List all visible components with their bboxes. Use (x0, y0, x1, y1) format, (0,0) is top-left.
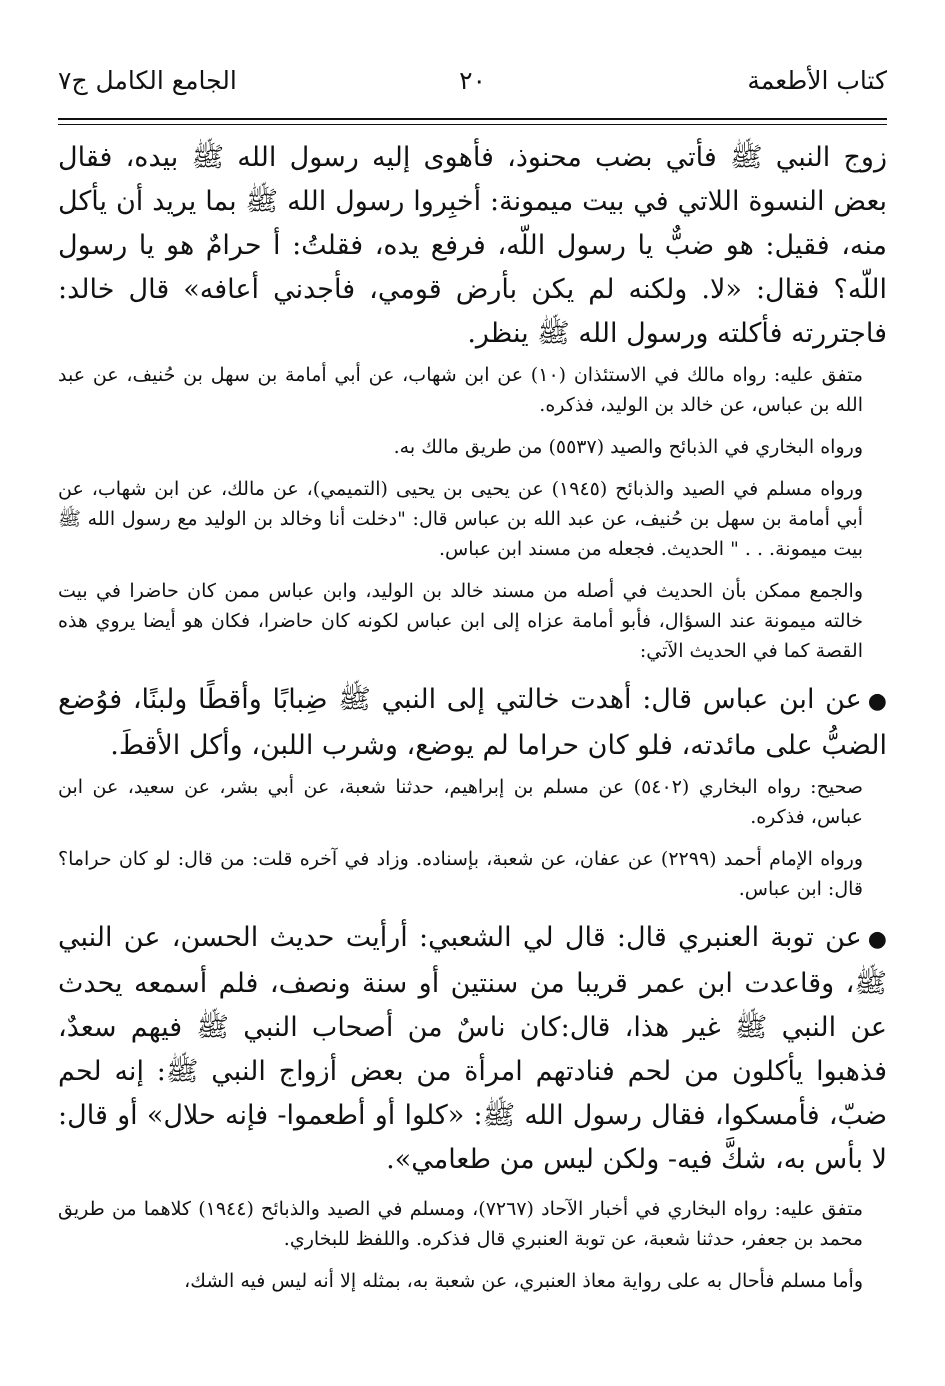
hadith-paragraph (58, 678, 887, 768)
takhrij-note: متفق عليه: رواه مالك في الاستئذان (١٠) عن ابن شهاب، عن أبي أمامة بن سهل بن حُنيف، عن عبد الله بن عباس، عن خالد بن الوليد، فذكره. (58, 364, 863, 416)
header-rule-thin (58, 124, 887, 125)
hadith-paragraph (58, 916, 887, 1182)
hadith-text: عن توبة العنبري قال: قال لي الشعبي: أرأيت حديث الحسن، عن النبي ﷺ، وقاعدت ابن عمر قريبا من سنتين أو سنة ونصف، فلم أسمعه يحدث عن النبي ﷺ غير هذا، قال:كان ناسٌ من أصحاب النبي ﷺ فيهم سعدٌ، فذهبوا يأكلون من لحم فنادتهم امرأة من بعض أزواج النبي ﷺ: إنه لحم ضبّ، فأمسكوا، فقال رسول الله ﷺ: «كلوا أو أطعموا- فإنه حلال» أو قال: لا بأس به، شكَّ فيه- ولكن ليس من طعامي». (58, 922, 887, 1175)
chapter-title: كتاب الأطعمة (747, 66, 887, 95)
bullet-marker: ● (867, 927, 887, 952)
page-body (58, 136, 887, 1296)
takhrij-note: ورواه البخاري في الذبائح والصيد (٥٥٣٧) من طريق مالك به. (393, 436, 863, 458)
takhrij-note: ورواه مسلم في الصيد والذبائح (١٩٤٥) عن يحيى بن يحيى (التميمي)، عن مالك، عن ابن شهاب، عن أبي أمامة بن سهل بن حُنيف، عن عبد الله بن عباس قال: "دخلت أنا وخالد بن الوليد مع رسول الله ﷺ بيت ميمونة. . . " الحديث. فجعله من مسند ابن عباس. (58, 478, 863, 560)
bullet-marker: ● (867, 689, 887, 714)
header-rule-thick (58, 118, 887, 120)
takhrij-note: متفق عليه: رواه البخاري في أخبار الآحاد (٧٢٦٧)، ومسلم في الصيد والذبائح (١٩٤٤) كلاهما من طريق محمد بن جعفر، حدثنا شعبة، عن توبة العنبري قال فذكره. واللفظ للبخاري. (58, 1198, 863, 1250)
takhrij-note: وأما مسلم فأحال به على رواية معاذ العنبري، عن شعبة به، بمثله إلا أنه ليس فيه الشك، (184, 1270, 863, 1292)
commentary-paragraph: والجمع ممكن بأن الحديث في أصله من مسند خالد بن الوليد، وابن عباس ممن كان حاضرا في بيت خالته ميمونة عند السؤال، فأبو أمامة عزاه إلى ابن عباس لكونه كان حاضرا، فكان هو أيضا يروي هذه القصة كما في الحديث الآتي: (58, 580, 863, 662)
hadith-continuation: زوج النبي ﷺ فأتي بضب محنوذ، فأهوى إليه رسول الله ﷺ بيده، فقال بعض النسوة اللاتي في بيت ميمونة: أخبِروا رسول الله ﷺ بما يريد أن يأكل منه، فقيل: هو ضبٌّ يا رسول اللّه، فرفع يده، فقلتُ: أ حرامٌ هو يا رسول اللّه؟ فقال: «لا. ولكنه لم يكن بأرض قومي، فأجدني أعافه» قال خالد: فاجتررته فأكلته ورسول الله ﷺ ينظر. (58, 142, 887, 349)
takhrij-note: صحيح: رواه البخاري (٥٤٠٢) عن مسلم بن إبراهيم، حدثنا شعبة، عن أبي بشر، عن سعيد، عن ابن عباس، فذكره. (58, 776, 863, 828)
page-header (58, 66, 887, 106)
book-title: الجامع الكامل ج٧ (58, 66, 237, 95)
hadith-text: عن ابن عباس قال: أهدت خالتي إلى النبي ﷺ ضِبابًا وأقطًا ولبنًا، فوُضع الضبُّ على مائدته، فلو كان حراما لم يوضع، وشرب اللبن، وأكل الأقطَ. (58, 684, 887, 761)
page-number: ٢٠ (459, 66, 486, 95)
takhrij-note: ورواه الإمام أحمد (٢٢٩٩) عن عفان، عن شعبة، بإسناده. وزاد في آخره قلت: من قال: لو كان حراما؟ قال: ابن عباس. (58, 848, 863, 900)
